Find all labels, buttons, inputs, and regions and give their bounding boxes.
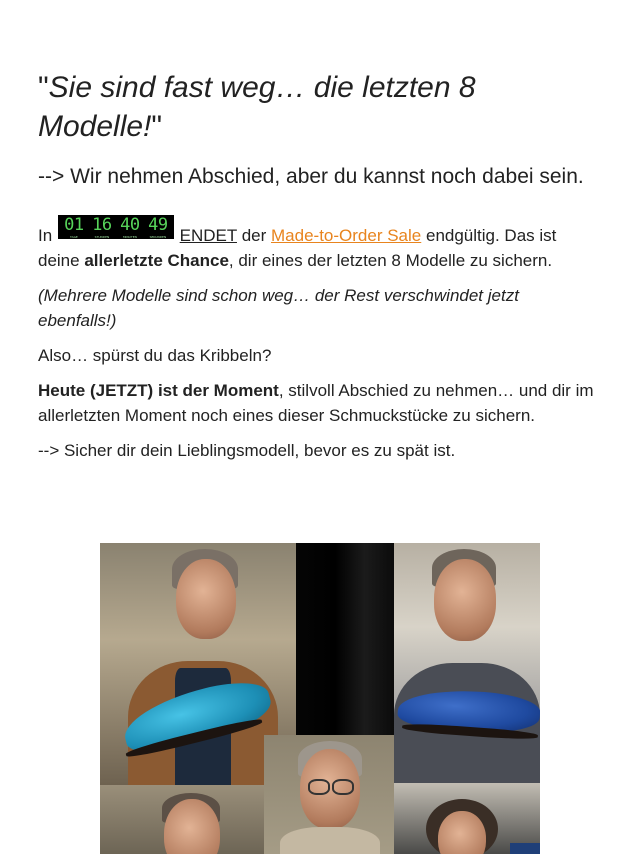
paragraph-moment [38,378,598,428]
collage-tile-man-left [100,785,264,854]
countdown-timer [58,215,174,239]
timer-days [60,215,88,239]
last-chance-bold: allerletzte Chance [84,251,229,270]
paragraph-models-gone [38,283,598,333]
glasses-icon [308,779,330,795]
text-after-link: endgültig. Das ist deine [38,226,557,270]
paragraph-cta: --> Sicher dir dein Lieblingsmodell, bevor es zu spät ist. [38,441,456,460]
models-gone-text: (Mehrere Modelle sind schon weg… der Rest verschwindet jetzt ebenfalls!) [38,286,519,330]
shoe-corner-shape [510,843,540,854]
ends-text: ENDET [179,226,237,245]
collage-tile-man-glasses [264,735,394,854]
shirt-shape [280,827,380,854]
timer-seconds-value: 49 [148,215,168,235]
glasses-icon [332,779,354,795]
collage-tile-dark [296,543,394,735]
face-shape [434,559,496,641]
timer-minutes-value: 40 [120,215,140,235]
timer-hours-label: STUNDEN [94,235,110,239]
email-content [38,68,598,463]
moment-bold: Heute (JETZT) ist der Moment [38,381,279,400]
text-end: , dir eines der letzten 8 Modelle zu sichern. [228,251,553,270]
moment-text: , stilvoll Abschied zu nehmen… und dir im allerletzten Moment noch eines dieser Schmuckstücke zu sichern. [38,381,594,425]
sale-link[interactable]: Made-to-Order Sale [271,226,422,245]
headline-open-quote: " [38,71,49,104]
face-shape [176,559,236,639]
timer-hours-value: 16 [92,215,112,235]
subheadline: --> Wir nehmen Abschied, aber du kannst noch dabei sein. [38,165,584,188]
timer-days-label: TAGE [70,235,78,239]
timer-days-value: 01 [64,215,84,235]
face-shape [438,811,486,854]
paragraph-countdown [38,215,598,273]
product-collage-image[interactable] [100,543,540,854]
timer-minutes-label: MINUTEN [122,235,137,239]
timer-minutes [116,215,144,239]
timer-seconds-label: SEKUNDEN [149,235,167,239]
timer-seconds [144,215,172,239]
headline [38,68,598,146]
collage-tile-woman [394,783,540,854]
paragraph-prefix: In [38,226,53,245]
paragraph-kribbeln: Also… spürst du das Kribbeln? [38,346,272,365]
headline-text: Sie sind fast weg… die letzten 8 Modelle! [38,71,476,143]
collage-tile-man-navy-shoe [394,543,540,783]
text-der: der [241,226,267,245]
timer-hours [88,215,116,239]
headline-close-quote: " [151,110,163,143]
